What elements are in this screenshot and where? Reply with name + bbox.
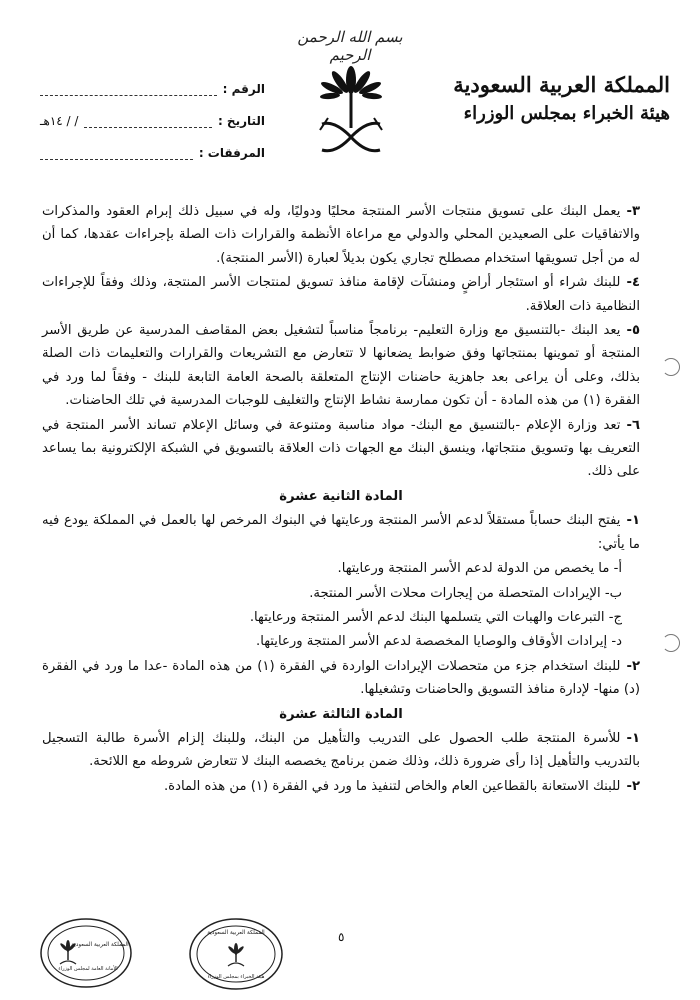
article-12-heading: المادة الثانية عشرة — [279, 488, 403, 504]
date-line — [84, 117, 211, 128]
article-12-clause-1: ١-يفتح البنك حساباً مستقلاً لدعم الأسر المنتجة ورعايتها في البنوك المرخص لها بالعمل في المملكة يودع فيه ما يأتي: — [42, 513, 640, 552]
palm-swords-emblem-icon — [316, 58, 386, 158]
date-row — [40, 96, 265, 128]
page-number: ٥ — [338, 930, 345, 944]
article-12-sub-b: ب- الإيرادات المتحصلة من إيجارات محلات الأسر المنتجة. — [309, 585, 622, 601]
article-13-heading: المادة الثالثة عشرة — [279, 706, 403, 722]
clause-5: ٥-يعد البنك -بالتنسيق مع وزارة التعليم- برنامجاً مناسباً لتشغيل بعض المقاصف المدرسية عن طريق الأسر المنتجة أو تموينها بمنتجاتها وفق ضوابط يضعانها لا تتعارض مع التشريعات والقرارات والتعليمات ذات الصلة بذلك، وعلى أن يراعى بعد جاهزية حاضنات الإنتاج المتعلقة بالصحة العامة التابعة للبنك - وفقاً لما ورد في الفقرة (١) من هذه المادة - أن تكون ممارسة نشاط الإنتاج والتغليف للوجبات المدرسية في تلك الحاضنات. — [42, 323, 640, 409]
organization-name — [400, 70, 670, 128]
reference-row — [40, 64, 265, 96]
attachments-label: المرفقات : — [198, 146, 265, 160]
reference-line — [40, 85, 217, 96]
attachments-line — [40, 149, 193, 160]
date-format: / / ١٤هـ — [40, 114, 79, 128]
org-line-1: المملكة العربية السعودية — [453, 72, 670, 97]
official-seal-icon — [186, 916, 286, 992]
article-12-sub-c: ج- التبرعات والهبات التي يتسلمها البنك لدعم الأسر المنتجة ورعايتها. — [249, 609, 622, 625]
reference-block — [40, 64, 265, 160]
reference-label: الرقم : — [222, 82, 265, 96]
date-label: التاريخ : — [217, 114, 265, 128]
seal-left-sub: الأمانة العامة لمجلس الوزراء — [58, 966, 118, 972]
attachments-row — [40, 128, 265, 160]
official-seal-icon — [38, 916, 134, 990]
article-12-clause-2: ٢-للبنك استخدام جزء من متحصلات الإيرادات الواردة في الفقرة (١) من هذه المادة -عدا ما ورد في الفقرة (د) منها- لإدارة منافذ التسويق والحاضنات وتشغيلها. — [42, 658, 640, 698]
org-line-2: هيئة الخبراء بمجلس الوزراء — [463, 103, 670, 124]
article-13-clause-1: ١-للأسرة المنتجة طلب الحصول على التدريب والتأهيل من البنك، وللبنك إلزام الأسرة طالبة التسجيل بالتدريب والتأهيل إذا رأى ضرورة ذلك، وذلك ضمن برنامج يخصصه البنك لا تتعارض شروطه مع اللائحة. — [42, 730, 640, 770]
clause-3: ٣-يعمل البنك على تسويق منتجات الأسر المنتجة محليًا ودوليًا، وله في سبيل ذلك إبرام العقود والمذكرات والاتفاقيات على الصعيدين المحلي والدولي مع مراعاة الأنظمة والقرارات ذات الصلة بإجراءات عقدها، كما أن له من أجل تسويقها استخدام مصطلح تجاري يكون بديلاً لعبارة (الأسر المنتجة). — [42, 204, 640, 266]
basmala: بسم الله الرحمن الرحيم — [297, 28, 403, 64]
punch-hole-mark — [662, 634, 680, 652]
seal-right-sub: هيئة الخبراء بمجلس الوزراء — [207, 974, 265, 980]
article-12-sub-d: د- إيرادات الأوقاف والوصايا المخصصة لدعم الأسر المنتجة ورعايتها. — [256, 634, 622, 650]
article-13-clause-2: ٢-للبنك الاستعانة بالقطاعين العام والخاص لتنفيذ ما ورد في الفقرة (١) من هذه المادة. — [163, 778, 640, 794]
article-12-sub-a: أ- ما يخصص من الدولة لدعم الأسر المنتجة ورعايتها. — [337, 561, 622, 577]
clause-4: ٤-للبنك شراء أو استئجار أراضٍ ومنشآت لإقامة منافذ تسويق لمنتجات الأسر المنتجة، وذلك وفقاً للإجراءات النظامية ذات العلاقة. — [42, 275, 640, 314]
seal-left-text: المملكة العربية السعودية — [71, 942, 129, 948]
punch-hole-mark — [662, 358, 680, 376]
clause-6: ٦-تعد وزارة الإعلام -بالتنسيق مع البنك- مواد مناسبة ومتنوعة في وسائل الإعلام تساند الأسر المنتجة في التعريف بها وتسويق منتجاتها، وينسق البنك مع الجهات ذات العلاقة بالتسويق في الشبكة الإلكترونية بما يساعد على ذلك. — [42, 417, 640, 480]
document-body — [42, 200, 640, 799]
seal-right-text: المملكة العربية السعودية — [207, 930, 265, 936]
